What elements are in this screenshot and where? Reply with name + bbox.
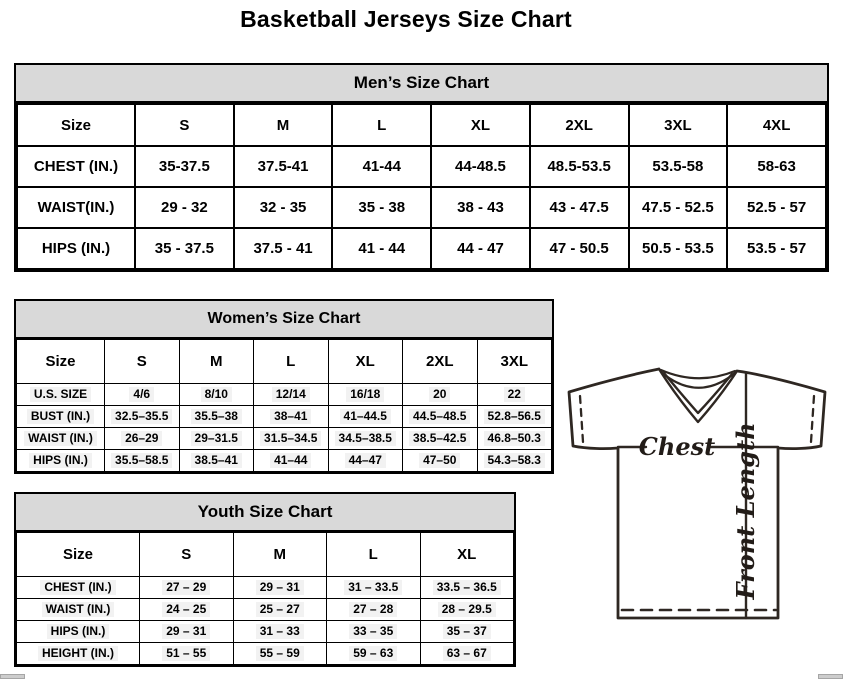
table-row bbox=[17, 146, 826, 187]
size-value-cell bbox=[477, 406, 552, 428]
column-header: 4XL bbox=[727, 104, 826, 146]
size-value-cell: 58-63 bbox=[727, 146, 826, 187]
cell-text: 33.5 – 36.5 bbox=[433, 580, 501, 595]
row-label bbox=[17, 450, 105, 472]
size-value-cell: 35 - 37.5 bbox=[135, 228, 234, 269]
size-value-cell bbox=[233, 577, 327, 599]
cell-text: 34.5–38.5 bbox=[335, 431, 396, 446]
cell-text: 31 – 33 bbox=[256, 624, 304, 639]
cell-text: 54.3–58.3 bbox=[484, 453, 545, 468]
womens-chart-table-host bbox=[16, 339, 552, 472]
header-row bbox=[17, 533, 514, 577]
mens-chart-table-host bbox=[16, 103, 827, 270]
cell-text: 28 – 29.5 bbox=[438, 602, 496, 617]
size-value-cell: 48.5-53.5 bbox=[530, 146, 629, 187]
size-value-cell: 29 - 32 bbox=[135, 187, 234, 228]
header-row bbox=[17, 104, 826, 146]
column-header: 3XL bbox=[629, 104, 728, 146]
cell-text: 31 – 33.5 bbox=[344, 580, 402, 595]
row-label bbox=[17, 621, 140, 643]
size-value-cell bbox=[105, 384, 180, 406]
youth-size-chart-section bbox=[14, 492, 516, 667]
size-value-cell bbox=[328, 384, 403, 406]
size-value-cell bbox=[179, 450, 254, 472]
row-label bbox=[17, 384, 105, 406]
size-value-cell bbox=[328, 450, 403, 472]
womens-chart-title: Women’s Size Chart bbox=[16, 301, 552, 339]
size-value-cell bbox=[140, 577, 234, 599]
size-value-cell bbox=[140, 599, 234, 621]
cell-text: 41–44.5 bbox=[340, 409, 391, 424]
row-label: WAIST(IN.) bbox=[17, 187, 135, 228]
cell-text: U.S. SIZE bbox=[30, 387, 91, 402]
size-value-cell bbox=[140, 643, 234, 665]
size-value-cell bbox=[254, 428, 329, 450]
column-header: M bbox=[233, 533, 327, 577]
table-row bbox=[17, 621, 514, 643]
table-row bbox=[17, 450, 552, 472]
left-sleeve-cuff-dashes bbox=[580, 396, 583, 442]
page-title: Basketball Jerseys Size Chart bbox=[240, 6, 572, 32]
cell-text: 12/14 bbox=[272, 387, 310, 402]
cell-text: 44.5–48.5 bbox=[409, 409, 470, 424]
cell-text: 44–47 bbox=[345, 453, 386, 468]
size-value-cell bbox=[403, 406, 478, 428]
cell-text: 59 – 63 bbox=[349, 646, 397, 661]
size-value-cell: 47.5 - 52.5 bbox=[629, 187, 728, 228]
row-label bbox=[17, 406, 105, 428]
size-value-cell bbox=[179, 406, 254, 428]
horizontal-scrollbar-fragment-right[interactable] bbox=[818, 674, 843, 679]
size-value-cell bbox=[233, 643, 327, 665]
size-value-cell bbox=[105, 428, 180, 450]
header-row bbox=[17, 340, 552, 384]
cell-text: 51 – 55 bbox=[162, 646, 210, 661]
size-value-cell: 50.5 - 53.5 bbox=[629, 228, 728, 269]
cell-text: BUST (IN.) bbox=[27, 409, 94, 424]
column-header: 3XL bbox=[477, 340, 552, 384]
size-value-cell bbox=[254, 384, 329, 406]
column-header: XL bbox=[328, 340, 403, 384]
cell-text: 31.5–34.5 bbox=[260, 431, 321, 446]
size-value-cell bbox=[477, 384, 552, 406]
size-value-cell: 52.5 - 57 bbox=[727, 187, 826, 228]
size-value-cell bbox=[420, 621, 514, 643]
cell-text: 55 – 59 bbox=[256, 646, 304, 661]
size-value-cell: 53.5 - 57 bbox=[727, 228, 826, 269]
cell-text: WAIST (IN.) bbox=[24, 431, 97, 446]
size-value-cell: 38 - 43 bbox=[431, 187, 530, 228]
size-value-cell bbox=[233, 621, 327, 643]
cell-text: 26–29 bbox=[121, 431, 162, 446]
table-row bbox=[17, 384, 552, 406]
size-value-cell: 53.5-58 bbox=[629, 146, 728, 187]
size-value-cell bbox=[420, 599, 514, 621]
right-sleeve-cuff-dashes bbox=[811, 396, 814, 442]
cell-text: 41–44 bbox=[270, 453, 311, 468]
cell-text: 35.5–58.5 bbox=[111, 453, 172, 468]
size-value-cell bbox=[179, 428, 254, 450]
cell-text: HIPS (IN.) bbox=[29, 453, 92, 468]
column-header: L bbox=[332, 104, 431, 146]
cell-text: 47–50 bbox=[419, 453, 460, 468]
chest-label: Chest bbox=[638, 432, 716, 461]
column-header: Size bbox=[17, 104, 135, 146]
cell-text: 22 bbox=[504, 387, 525, 402]
cell-text: 46.8–50.3 bbox=[484, 431, 545, 446]
row-label: CHEST (IN.) bbox=[17, 146, 135, 187]
row-label bbox=[17, 428, 105, 450]
horizontal-scrollbar-fragment-left[interactable] bbox=[0, 674, 25, 679]
size-value-cell bbox=[327, 599, 421, 621]
mens-size-chart-section bbox=[14, 63, 829, 272]
column-header: 2XL bbox=[530, 104, 629, 146]
cell-text: CHEST (IN.) bbox=[40, 580, 115, 595]
cell-text: 38.5–41 bbox=[191, 453, 242, 468]
table-row bbox=[17, 228, 826, 269]
cell-text: 38–41 bbox=[270, 409, 311, 424]
size-value-cell: 41-44 bbox=[332, 146, 431, 187]
size-value-cell bbox=[420, 577, 514, 599]
cell-text: 29–31.5 bbox=[191, 431, 242, 446]
row-label: HIPS (IN.) bbox=[17, 228, 135, 269]
column-header: 2XL bbox=[403, 340, 478, 384]
front-length-label: Front Length bbox=[731, 422, 760, 600]
cell-text: 16/18 bbox=[346, 387, 384, 402]
vneck-icon bbox=[659, 369, 737, 422]
cell-text: 52.8–56.5 bbox=[484, 409, 545, 424]
cell-text: 35.5–38 bbox=[191, 409, 242, 424]
table-row bbox=[17, 428, 552, 450]
row-label bbox=[17, 599, 140, 621]
table-row bbox=[17, 577, 514, 599]
size-value-cell bbox=[140, 621, 234, 643]
cell-text: 4/6 bbox=[129, 387, 154, 402]
column-header: S bbox=[140, 533, 234, 577]
size-value-cell bbox=[179, 384, 254, 406]
youth-chart-table bbox=[16, 532, 514, 665]
column-header: L bbox=[327, 533, 421, 577]
size-value-cell: 32 - 35 bbox=[234, 187, 333, 228]
cell-text: 27 – 29 bbox=[162, 580, 210, 595]
size-value-cell: 44-48.5 bbox=[431, 146, 530, 187]
size-value-cell: 47 - 50.5 bbox=[530, 228, 629, 269]
row-label bbox=[17, 643, 140, 665]
mens-chart-title: Men’s Size Chart bbox=[16, 65, 827, 103]
column-header: XL bbox=[420, 533, 514, 577]
cell-text: HEIGHT (IN.) bbox=[38, 646, 118, 661]
cell-text: 29 – 31 bbox=[256, 580, 304, 595]
size-value-cell bbox=[105, 406, 180, 428]
cell-text: 29 – 31 bbox=[162, 624, 210, 639]
womens-chart-table bbox=[16, 339, 552, 472]
size-value-cell bbox=[327, 577, 421, 599]
cell-text: 35 – 37 bbox=[443, 624, 491, 639]
size-value-cell bbox=[254, 406, 329, 428]
column-header: XL bbox=[431, 104, 530, 146]
cell-text: HIPS (IN.) bbox=[47, 624, 110, 639]
cell-text: 63 – 67 bbox=[443, 646, 491, 661]
cell-text: 32.5–35.5 bbox=[111, 409, 172, 424]
youth-chart-table-host bbox=[16, 532, 514, 665]
size-value-cell: 43 - 47.5 bbox=[530, 187, 629, 228]
row-label bbox=[17, 577, 140, 599]
cell-text: WAIST (IN.) bbox=[42, 602, 115, 617]
size-value-cell bbox=[233, 599, 327, 621]
size-value-cell: 37.5-41 bbox=[234, 146, 333, 187]
cell-text: 20 bbox=[429, 387, 450, 402]
column-header: S bbox=[135, 104, 234, 146]
size-value-cell: 35 - 38 bbox=[332, 187, 431, 228]
table-row bbox=[17, 643, 514, 665]
size-value-cell bbox=[327, 621, 421, 643]
size-value-cell bbox=[420, 643, 514, 665]
column-header: Size bbox=[17, 533, 140, 577]
table-row bbox=[17, 406, 552, 428]
size-value-cell: 37.5 - 41 bbox=[234, 228, 333, 269]
jersey-outline-icon bbox=[569, 369, 825, 618]
column-header: L bbox=[254, 340, 329, 384]
size-value-cell: 35-37.5 bbox=[135, 146, 234, 187]
size-value-cell bbox=[328, 406, 403, 428]
size-value-cell: 41 - 44 bbox=[332, 228, 431, 269]
mens-chart-table bbox=[16, 103, 827, 270]
cell-text: 38.5–42.5 bbox=[409, 431, 470, 446]
size-value-cell bbox=[328, 428, 403, 450]
womens-size-chart-section bbox=[14, 299, 554, 474]
column-header: S bbox=[105, 340, 180, 384]
size-value-cell bbox=[403, 384, 478, 406]
youth-chart-title: Youth Size Chart bbox=[16, 494, 514, 532]
table-row bbox=[17, 187, 826, 228]
cell-text: 27 – 28 bbox=[349, 602, 397, 617]
size-value-cell bbox=[254, 450, 329, 472]
jersey-measurement-diagram bbox=[556, 358, 842, 628]
size-value-cell bbox=[403, 428, 478, 450]
size-value-cell bbox=[477, 428, 552, 450]
size-value-cell: 44 - 47 bbox=[431, 228, 530, 269]
cell-text: 25 – 27 bbox=[256, 602, 304, 617]
column-header: M bbox=[179, 340, 254, 384]
size-value-cell bbox=[327, 643, 421, 665]
cell-text: 8/10 bbox=[201, 387, 232, 402]
cell-text: 24 – 25 bbox=[162, 602, 210, 617]
table-row bbox=[17, 599, 514, 621]
size-value-cell bbox=[477, 450, 552, 472]
size-value-cell bbox=[105, 450, 180, 472]
cell-text: 33 – 35 bbox=[349, 624, 397, 639]
column-header: Size bbox=[17, 340, 105, 384]
column-header: M bbox=[234, 104, 333, 146]
size-value-cell bbox=[403, 450, 478, 472]
